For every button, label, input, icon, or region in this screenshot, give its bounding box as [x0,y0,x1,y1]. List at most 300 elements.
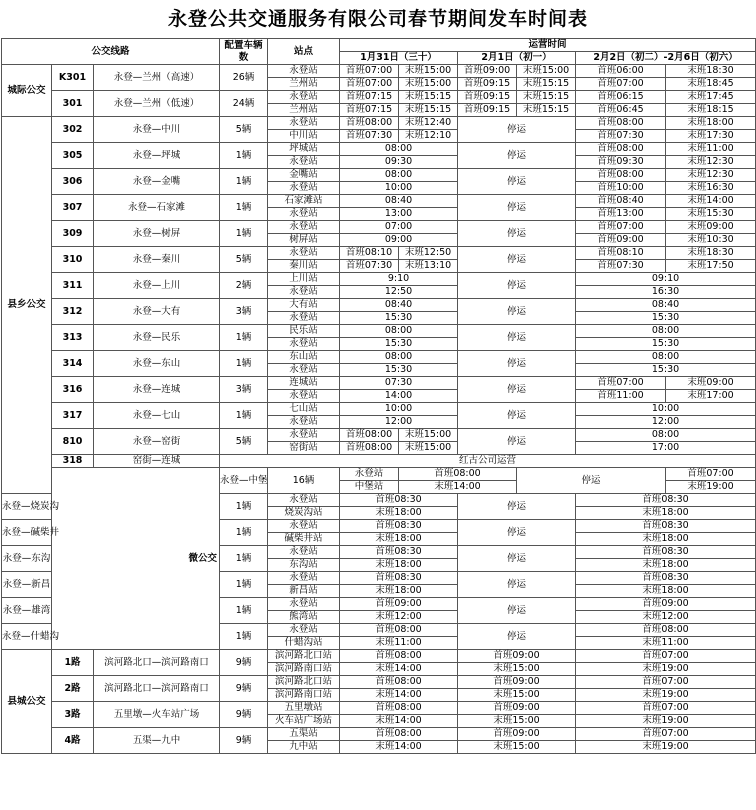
departure-time: 08:00 [340,143,458,156]
last-bus-time: 末班15:30 [666,208,756,221]
vehicle-count: 3辆 [220,377,268,403]
departure-time: 12:00 [576,416,756,429]
station-name: 什蜡沟站 [268,637,340,650]
station-name: 永登站 [268,91,340,104]
route-code: 307 [52,195,94,221]
station-name: 七山站 [268,403,340,416]
departure-time: 末班18:00 [340,533,458,546]
last-bus-time: 末班15:00 [517,65,576,78]
vehicle-count: 1辆 [220,572,268,598]
departure-time: 9:10 [340,273,458,286]
departure-time: 末班15:00 [458,715,576,728]
vehicle-count: 2辆 [220,273,268,299]
station-name: 坪城站 [268,143,340,156]
station-name: 永登站 [268,572,340,585]
route-name: 永登—什蜡沟 [2,624,52,650]
departure-time: 首班09:00 [458,702,576,715]
departure-time: 15:30 [340,312,458,325]
route-name: 永登—树屏 [94,221,220,247]
departure-time: 07:30 [340,377,458,390]
first-bus-time: 首班07:00 [340,65,399,78]
status-suspended: 停运 [458,299,576,325]
departure-time: 12:00 [340,416,458,429]
station-name: 永登站 [268,286,340,299]
status-suspended: 停运 [458,494,576,520]
table-row [2,65,756,78]
last-bus-time: 末班12:40 [399,117,458,130]
status-suspended: 停运 [458,351,576,377]
route-code: 314 [52,351,94,377]
last-bus-time: 末班15:15 [517,104,576,117]
status-suspended: 停运 [458,247,576,273]
station-name: 永登站 [268,416,340,429]
departure-time: 末班19:00 [576,663,756,676]
route-name: 永登—秦川 [94,247,220,273]
route-name: 永登—新昌 [2,572,52,598]
status-suspended: 停运 [458,598,576,624]
departure-time: 首班07:00 [576,676,756,689]
station-name: 兰州站 [268,78,340,91]
table-row [2,702,756,715]
table-row [2,195,756,208]
departure-time: 07:00 [340,221,458,234]
header-day-1: 1月31日（三十） [340,52,458,65]
header-day-2: 2月1日（初一） [458,52,576,65]
departure-time: 12:50 [340,286,458,299]
table-row [2,429,756,442]
departure-time: 15:30 [340,338,458,351]
first-bus-time: 首班08:10 [576,247,666,260]
table-row [2,650,756,663]
vehicle-count: 1辆 [220,598,268,624]
route-name: 永登—东山 [94,351,220,377]
route-code: 305 [52,143,94,169]
first-bus-time: 首班07:30 [576,260,666,273]
departure-time: 末班14:00 [340,715,458,728]
route-name: 永登—七山 [94,403,220,429]
station-name: 永登站 [268,182,340,195]
last-bus-time: 末班17:50 [666,260,756,273]
departure-time: 首班09:00 [576,598,756,611]
departure-time: 10:00 [340,182,458,195]
departure-time: 首班08:30 [576,546,756,559]
status-suspended: 停运 [458,624,576,650]
first-bus-time: 首班07:00 [576,221,666,234]
departure-time: 首班08:30 [576,494,756,507]
status-suspended: 停运 [458,195,576,221]
station-name: 永登站 [268,624,340,637]
route-name: 永登—兰州（低速） [94,91,220,117]
departure-time: 首班09:00 [340,598,458,611]
departure-time: 08:00 [576,429,756,442]
route-code: K301 [52,65,94,91]
vehicle-count: 9辆 [220,728,268,754]
departure-time: 末班19:00 [576,715,756,728]
last-bus-time: 末班17:00 [666,390,756,403]
route-name: 永登—窑街 [94,429,220,455]
departure-time: 末班15:00 [458,689,576,702]
route-code: 311 [52,273,94,299]
route-code: 318 [52,455,94,468]
route-name: 滨河路北口—滨河路南口 [94,650,220,676]
table-row [2,143,756,156]
departure-time: 16:30 [576,286,756,299]
station-name: 秦川站 [268,260,340,273]
station-name: 永登站 [268,156,340,169]
table-row [2,351,756,364]
route-name: 永登—大有 [94,299,220,325]
first-bus-time: 首班09:15 [458,104,517,117]
last-bus-time: 末班14:00 [666,195,756,208]
departure-time: 首班08:00 [340,624,458,637]
table-row [2,117,756,130]
station-name: 九中站 [268,741,340,754]
station-name: 东沟站 [268,559,340,572]
station-name: 熊湾站 [268,611,340,624]
last-bus-time: 末班18:30 [666,247,756,260]
vehicle-count: 16辆 [268,468,340,494]
status-suspended: 停运 [458,572,576,598]
route-code: 312 [52,299,94,325]
route-code: 1路 [52,650,94,676]
departure-time: 首班08:00 [340,702,458,715]
departure-time: 15:30 [576,364,756,377]
first-bus-time: 首班08:00 [340,117,399,130]
first-bus-time: 首班07:00 [576,377,666,390]
first-bus-time: 首班08:00 [576,169,666,182]
route-name: 永登—石家滩 [94,195,220,221]
station-name: 窑街站 [268,442,340,455]
route-name: 永登—上川 [94,273,220,299]
first-bus-time: 首班08:10 [340,247,399,260]
first-bus-time: 首班07:30 [576,130,666,143]
last-bus-time: 末班16:30 [666,182,756,195]
departure-time: 末班14:00 [399,481,517,494]
route-name: 永登—东沟 [2,546,52,572]
route-name: 永登—雄湾 [2,598,52,624]
status-suspended: 停运 [458,221,576,247]
station-name: 滨河路南口站 [268,689,340,702]
vehicle-count: 1辆 [220,520,268,546]
route-code: 302 [52,117,94,143]
route-code: 810 [52,429,94,455]
status-suspended: 停运 [458,377,576,403]
first-bus-time: 首班09:30 [576,156,666,169]
route-code: 313 [52,325,94,351]
status-suspended: 停运 [458,169,576,195]
vehicle-count: 1辆 [220,403,268,429]
vehicle-count: 5辆 [220,429,268,455]
route-name: 永登—烧炭沟 [2,494,52,520]
departure-time: 首班08:00 [399,468,517,481]
header-vehicles: 配置车辆数 [220,39,268,65]
last-bus-time: 末班15:00 [399,65,458,78]
route-code: 309 [52,221,94,247]
station-name: 永登站 [268,546,340,559]
station-name: 永登站 [340,468,399,481]
last-bus-time: 末班15:00 [399,78,458,91]
departure-time: 08:00 [576,325,756,338]
table-row [2,169,756,182]
station-name: 滨河路北口站 [268,676,340,689]
departure-time: 末班14:00 [340,663,458,676]
last-bus-time: 末班12:30 [666,169,756,182]
first-bus-time: 首班11:00 [576,390,666,403]
departure-time: 首班09:00 [458,676,576,689]
departure-time: 10:00 [576,403,756,416]
departure-time: 08:00 [576,351,756,364]
last-bus-time: 末班18:00 [666,117,756,130]
last-bus-time: 末班17:30 [666,130,756,143]
departure-time: 首班08:30 [340,520,458,533]
station-name: 永登站 [268,65,340,78]
station-name: 上川站 [268,273,340,286]
departure-time: 15:30 [576,312,756,325]
page-title: 永登公共交通服务有限公司春节期间发车时间表 [167,8,588,30]
table-row [2,468,756,481]
station-name: 永登站 [268,221,340,234]
departure-time: 末班18:00 [576,559,756,572]
route-code: 3路 [52,702,94,728]
station-name: 永登站 [268,338,340,351]
departure-time: 首班08:30 [576,572,756,585]
departure-time: 首班08:30 [340,546,458,559]
status-suspended: 停运 [458,429,576,455]
last-bus-time: 末班15:15 [517,91,576,104]
vehicle-count: 1辆 [220,195,268,221]
departure-time: 15:30 [576,338,756,351]
vehicle-count: 1辆 [220,143,268,169]
last-bus-time: 末班15:00 [399,442,458,455]
departure-time: 末班12:00 [576,611,756,624]
departure-time: 末班18:00 [576,507,756,520]
first-bus-time: 首班08:00 [576,143,666,156]
header-time: 运营时间 [340,39,756,52]
station-name: 树屏站 [268,234,340,247]
route-name: 永登—民乐 [94,325,220,351]
status-suspended: 停运 [458,520,576,546]
table-row [2,247,756,260]
vehicle-count: 1辆 [220,351,268,377]
station-name: 民乐站 [268,325,340,338]
station-name: 碱柴井站 [268,533,340,546]
station-name: 火车站广场站 [268,715,340,728]
first-bus-time: 首班07:00 [340,78,399,91]
departure-time: 末班18:00 [576,533,756,546]
header-station: 站点 [268,39,340,65]
status-suspended: 停运 [517,468,666,494]
station-name: 连城站 [268,377,340,390]
departure-time: 08:00 [340,325,458,338]
category-intercity: 城际公交 [2,65,52,117]
vehicle-count: 5辆 [220,247,268,273]
departure-time: 首班09:00 [458,728,576,741]
station-name: 永登站 [268,312,340,325]
departure-time: 首班09:00 [458,650,576,663]
first-bus-time: 首班07:15 [340,91,399,104]
departure-time: 末班19:00 [666,481,756,494]
category-city: 县城公交 [2,650,52,754]
departure-time: 首班08:30 [340,494,458,507]
route-operator-note: 红古公司运营 [220,455,756,468]
vehicle-count: 1辆 [220,221,268,247]
table-row [2,325,756,338]
route-name: 永登—兰州（高速） [94,65,220,91]
station-name: 永登站 [268,390,340,403]
route-code: 2路 [52,676,94,702]
first-bus-time: 首班10:00 [576,182,666,195]
vehicle-count: 9辆 [220,676,268,702]
station-name: 滨河路北口站 [268,650,340,663]
first-bus-time: 首班13:00 [576,208,666,221]
vehicle-count: 1辆 [220,546,268,572]
departure-time: 末班18:00 [340,585,458,598]
departure-time: 首班07:00 [576,650,756,663]
category-micro: 微公交 [52,468,220,650]
vehicle-count: 26辆 [220,65,268,91]
status-suspended: 停运 [458,117,576,143]
station-name: 永登站 [268,520,340,533]
departure-time: 末班11:00 [576,637,756,650]
last-bus-time: 末班12:30 [666,156,756,169]
departure-time: 首班08:00 [340,676,458,689]
departure-time: 首班08:00 [340,728,458,741]
route-code: 301 [52,91,94,117]
route-name: 五渠—九中 [94,728,220,754]
route-code: 4路 [52,728,94,754]
station-name: 永登站 [268,247,340,260]
first-bus-time: 首班07:30 [340,260,399,273]
departure-time: 09:30 [340,156,458,169]
last-bus-time: 末班18:45 [666,78,756,91]
station-name: 永登站 [268,364,340,377]
departure-time: 首班07:00 [576,702,756,715]
departure-time: 08:00 [340,351,458,364]
last-bus-time: 末班09:00 [666,377,756,390]
departure-time: 09:10 [576,273,756,286]
station-name: 永登站 [268,494,340,507]
station-name: 永登站 [268,429,340,442]
header-row-1 [2,39,756,52]
last-bus-time: 末班12:50 [399,247,458,260]
route-code: 317 [52,403,94,429]
first-bus-time: 首班08:00 [340,442,399,455]
table-row [2,728,756,741]
route-name: 窑街—连城 [94,455,220,468]
departure-time: 末班19:00 [576,741,756,754]
departure-time: 10:00 [340,403,458,416]
departure-time: 末班18:00 [576,585,756,598]
table-row [2,273,756,286]
table-row [2,221,756,234]
first-bus-time: 首班06:45 [576,104,666,117]
schedule-table [1,38,756,754]
first-bus-time: 首班07:30 [340,130,399,143]
vehicle-count: 3辆 [220,299,268,325]
station-name: 兰州站 [268,104,340,117]
station-name: 烧炭沟站 [268,507,340,520]
departure-time: 末班14:00 [340,689,458,702]
first-bus-time: 首班06:00 [576,65,666,78]
station-name: 石家滩站 [268,195,340,208]
route-name: 永登—中堡 [220,468,268,494]
status-suspended: 停运 [458,143,576,169]
status-suspended: 停运 [458,546,576,572]
last-bus-time: 末班13:10 [399,260,458,273]
last-bus-time: 末班17:45 [666,91,756,104]
vehicle-count: 9辆 [220,702,268,728]
departure-time: 首班07:00 [666,468,756,481]
vehicle-count: 5辆 [220,117,268,143]
vehicle-count: 1辆 [220,624,268,650]
station-name: 中川站 [268,130,340,143]
table-row [2,91,756,104]
vehicle-count: 9辆 [220,650,268,676]
last-bus-time: 末班11:00 [666,143,756,156]
departure-time: 首班08:30 [576,520,756,533]
departure-time: 末班15:00 [458,663,576,676]
category-county: 县乡公交 [2,117,52,494]
departure-time: 首班08:30 [340,572,458,585]
status-suspended: 停运 [458,273,576,299]
departure-time: 末班15:00 [458,741,576,754]
station-name: 五渠站 [268,728,340,741]
route-name: 永登—碱柴井 [2,520,52,546]
table-row [2,377,756,390]
first-bus-time: 首班08:00 [576,117,666,130]
table-row [2,403,756,416]
vehicle-count: 24辆 [220,91,268,117]
header-route: 公交线路 [2,39,220,65]
first-bus-time: 首班06:15 [576,91,666,104]
station-name: 永登站 [268,117,340,130]
first-bus-time: 首班09:00 [576,234,666,247]
route-name: 永登—中川 [94,117,220,143]
last-bus-time: 末班12:10 [399,130,458,143]
first-bus-time: 首班08:40 [576,195,666,208]
route-code: 306 [52,169,94,195]
departure-time: 08:40 [576,299,756,312]
departure-time: 首班08:00 [576,624,756,637]
station-name: 滨河路南口站 [268,663,340,676]
station-name: 中堡站 [340,481,399,494]
station-name: 五里墩站 [268,702,340,715]
departure-time: 末班14:00 [340,741,458,754]
departure-time: 末班18:00 [340,559,458,572]
first-bus-time: 首班09:15 [458,78,517,91]
last-bus-time: 末班18:15 [666,104,756,117]
departure-time: 末班18:00 [340,507,458,520]
last-bus-time: 末班10:30 [666,234,756,247]
departure-time: 末班12:00 [340,611,458,624]
route-code: 310 [52,247,94,273]
first-bus-time: 首班08:00 [340,429,399,442]
first-bus-time: 首班09:00 [458,65,517,78]
last-bus-time: 末班15:15 [399,91,458,104]
vehicle-count: 1辆 [220,325,268,351]
status-suspended: 停运 [458,325,576,351]
departure-time: 08:00 [340,169,458,182]
last-bus-time: 末班09:00 [666,221,756,234]
station-name: 大有站 [268,299,340,312]
status-suspended: 停运 [458,403,576,429]
departure-time: 17:00 [576,442,756,455]
route-name: 五里墩—火车站广场 [94,702,220,728]
route-name: 永登—连城 [94,377,220,403]
route-name: 滨河路北口—滨河路南口 [94,676,220,702]
first-bus-time: 首班07:00 [576,78,666,91]
last-bus-time: 末班15:15 [517,78,576,91]
